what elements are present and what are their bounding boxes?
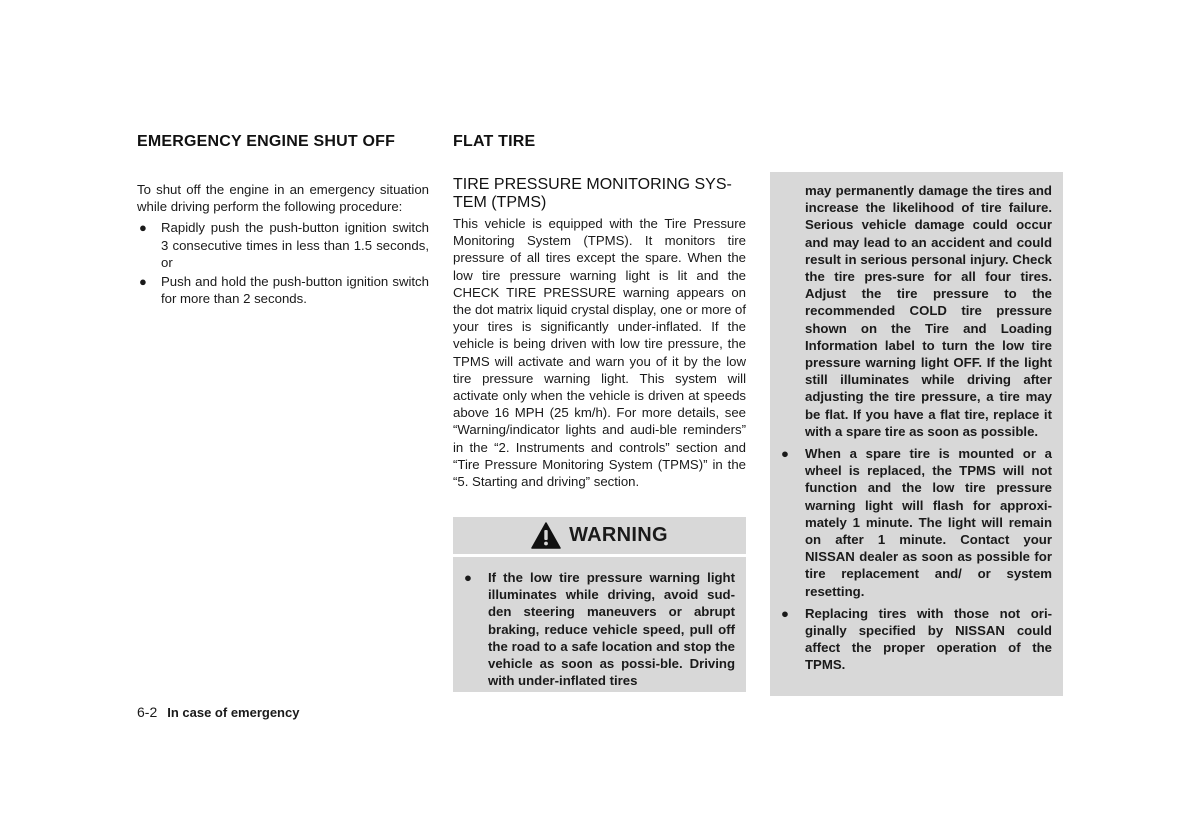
warning-header [453, 517, 746, 557]
tpms-paragraph: This vehicle is equipped with the Tire Pressure Monitoring System (TPMS). It monitors tire pressure of all tires except the spare. When the low tire pressure warning light is lit and the CHECK TIRE PRESSURE warning appears on the dot matrix liquid crystal display, one or more of your tires is significantly under-inflated. If the vehicle is being driven with low tire pressure, the TPMS will activate and warn you of it by the low tire pressure warning light. This system will activate only when the vehicle is driven at speeds above 16 MPH (25 km/h). For more details, see “Warning/indicator lights and audi-ble reminders” in the “2. Instruments and controls” section and “Tire Pressure Monitoring System (TPMS)” in the “5. Starting and driving” section. [453, 216, 746, 490]
tpms-subheading: TIRE PRESSURE MONITORING SYS-TEM (TPMS) [453, 176, 732, 211]
list-item: ● If the low tire pressure warning light illuminates while driving, avoid sud-den steering maneuvers or abrupt braking, reduce vehicle speed, pull off the road to a safe location and stop the vehicle as soon as possi-ble. Driving with under-inflated tires [464, 570, 735, 689]
warning-box [453, 517, 746, 692]
section-title: In case of emergency [167, 705, 300, 720]
list-item: ● Rapidly push the push-button ignition switch 3 consecutive times in less than 1.5 seconds, or [139, 220, 429, 270]
shutoff-steps [137, 219, 429, 307]
warning-triangle-icon [531, 522, 561, 549]
list-item: ● When a spare tire is mounted or a wheel is replaced, the TPMS will not function and the low tire pressure warning light will flash for approxi-mately 1 minute. The light will remain on after 1 minute. Contact your NISSAN dealer as soon as possible for tire replacement and/ or system resetting. [781, 446, 1052, 599]
warning-continuation: may permanently damage the tires and increase the likelihood of tire failure. Serious vehicle damage could occur and may lead to an accident and could result in serious personal injury. Check the tire pres-sure for all four tires. Adjust the tire pressure to the recommended COLD tire pressure shown on the Tire and Loading Information label to turn the low tire pressure warning light OFF. If the light still illuminates while driving after adjusting the tire pressure, a tire may be flat. If you have a flat tire, replace it with a spare tire as soon as possible. [805, 183, 1052, 439]
page-footer [137, 704, 299, 720]
shutoff-intro: To shut off the engine in an emergency situation while driving perform the following procedure: [137, 182, 429, 215]
middle-column [453, 133, 746, 490]
warning-list [453, 569, 746, 689]
warning-continuation-list [770, 445, 1063, 674]
left-column [137, 133, 429, 309]
warning-title: WARNING [569, 524, 668, 546]
page-number: 6-2 [137, 704, 158, 720]
list-item: ● Push and hold the push-button ignition switch for more than 2 seconds. [139, 274, 429, 307]
flat-tire-heading: FLAT TIRE [453, 133, 536, 150]
warning-continuation-box [770, 172, 1063, 696]
emergency-shutoff-heading: EMERGENCY ENGINE SHUT OFF [137, 133, 396, 150]
list-item: ● Replacing tires with those not ori-ginally specified by NISSAN could affect the proper operation of the TPMS. [781, 605, 1052, 673]
